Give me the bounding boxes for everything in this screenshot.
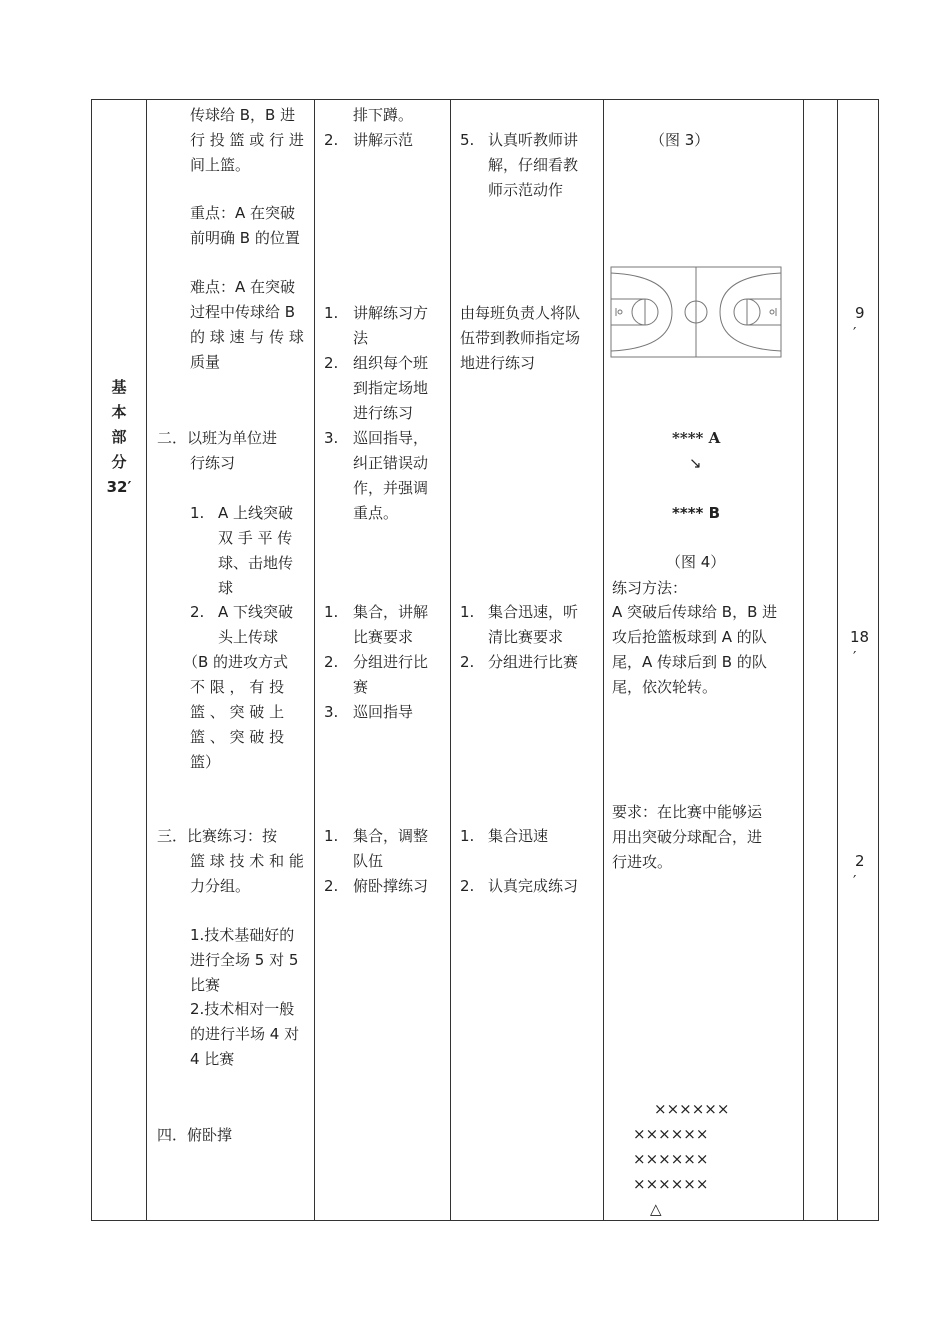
col-border-4 [603,99,604,1221]
basketball-court-diagram [610,266,782,358]
teacher-text-line: 巡回指导， [353,429,429,447]
content-text-line: 球 [218,579,234,597]
organization-text-line: （图 4） [666,553,726,571]
teacher-text-line: 1. [324,304,339,322]
content-text-line: 的 球 速 与 传 球 [190,328,304,346]
content-text-line: 二．以班为单位进 [157,429,278,447]
organization-text-line: A 突破后传球给 B，B 进 [612,603,778,621]
student-text-line: 清比赛要求 [488,628,564,646]
teacher-text-line: 2. [324,354,339,372]
content-text-line: 比赛 [190,976,221,994]
organization-text-line: ×××××× [633,1125,709,1143]
section-label [92,375,146,500]
col-border-0 [91,99,92,1221]
teacher-text-line: 俯卧撑练习 [353,877,429,895]
content-text-line: 1. [190,504,205,522]
organization-text-line: ×××××× [633,1175,709,1193]
student-text-line: 分组进行比赛 [488,653,579,671]
teacher-text-line: 重点。 [353,504,399,522]
teacher-text-line: 2. [324,877,339,895]
content-text-line: 篮 、 突 破 上 [190,703,285,721]
content-text-line: 篮） [190,753,221,771]
organization-text-line: （图 3） [650,131,710,149]
col-border-2 [314,99,315,1221]
student-text-line: 集合迅速，听 [488,603,579,621]
teacher-text-line: 组织每个班 [353,354,429,372]
content-text-line: 三．比赛练习：按 [157,827,278,845]
table-bottom-border [91,1220,879,1221]
student-text-line: 1. [460,603,475,621]
teacher-text-line: 排下蹲。 [353,106,414,124]
content-text-line: 行 投 篮 或 行 进 [190,131,304,149]
content-text-line: A 下线突破 [218,603,294,621]
section-label-char: 本 [111,403,127,421]
organization-text-line: ↘ [689,454,702,472]
content-text-line: 行练习 [190,454,236,472]
time-text: ′ [853,872,857,890]
student-text-line: 认真完成练习 [488,877,579,895]
content-text-line: 头上传球 [218,628,279,646]
section-label-char: 部 [111,428,127,446]
student-text-line: 2. [460,653,475,671]
student-text-line: 2. [460,877,475,895]
content-text-line: 球、击地传 [218,554,294,572]
content-text-line: 篮 球 技 术 和 能 [190,852,304,870]
content-text-line: 1.技术基础好的 [190,926,295,944]
content-text-line: 篮 、 突 破 投 [190,728,285,746]
student-text-line: 认真听教师讲 [488,131,579,149]
student-text-line: 伍带到教师指定场 [460,329,581,347]
organization-text-line: 尾，依次轮转。 [612,678,718,696]
teacher-text-line: 分组进行比 [353,653,429,671]
section-label-duration: 32′ [106,478,132,496]
time-text: ′ [853,648,857,666]
student-text-line: 解，仔细看教 [488,156,579,174]
teacher-text-line: 2. [324,653,339,671]
teacher-text-line: 讲解练习方 [353,304,429,322]
organization-text-line: **** B [672,504,721,522]
time-text: 2 [855,852,865,870]
organization-text-line: 要求：在比赛中能够运 [612,803,763,821]
content-text-line: 双 手 平 传 [218,529,293,547]
content-text-line: 过程中传球给 B [190,303,296,321]
time-text: ′ [853,324,857,342]
content-text-line: 传球给 B，B 进 [190,106,296,124]
content-text-line: 力分组。 [190,877,251,895]
section-label-char: 分 [111,453,127,471]
col-border-5 [803,99,804,1221]
time-text: 18 [850,628,870,646]
organization-text-line: ×××××× [654,1100,730,1118]
organization-text-line: 尾，A 传球后到 B 的队 [612,653,767,671]
organization-text-line: 攻后抢篮板球到 A 的队 [612,628,767,646]
teacher-text-line: 3. [324,703,339,721]
teacher-text-line: 3. [324,429,339,447]
teacher-text-line: 集合，讲解 [353,603,429,621]
organization-text-line: 用出突破分球配合，进 [612,828,763,846]
teacher-text-line: 1. [324,603,339,621]
student-text-line: 1. [460,827,475,845]
organization-text-line: 练习方法： [612,579,688,597]
content-text-line: 4 比赛 [190,1050,235,1068]
student-text-line: 师示范动作 [488,181,564,199]
teacher-text-line: 集合，调整 [353,827,429,845]
student-text-line: 集合迅速 [488,827,549,845]
organization-text-line: ×××××× [633,1150,709,1168]
col-border-3 [450,99,451,1221]
student-text-line: 由每班负责人将队 [460,304,581,322]
content-text-line: （B 的进攻方式 [183,653,289,671]
teacher-text-line: 进行练习 [353,404,414,422]
teacher-text-line: 2. [324,131,339,149]
organization-text-line: 行进攻。 [612,853,673,871]
content-text-line: 前明确 B 的位置 [190,229,300,247]
col-border-1 [146,99,147,1221]
table-top-border [91,99,879,100]
teacher-text-line: 1. [324,827,339,845]
col-border-6 [837,99,838,1221]
content-text-line: 进行全场 5 对 5 [190,951,299,969]
content-text-line: A 上线突破 [218,504,294,522]
teacher-text-line: 比赛要求 [353,628,414,646]
content-text-line: 四．俯卧撑 [157,1126,233,1144]
content-text-line: 的进行半场 4 对 [190,1025,300,1043]
teacher-text-line: 讲解示范 [353,131,414,149]
teacher-text-line: 队伍 [353,852,384,870]
section-label-char: 基 [111,378,127,396]
organization-text-line: **** A [672,429,721,447]
teacher-text-line: 赛 [353,678,369,696]
content-text-line: 难点：A 在突破 [190,278,296,296]
student-text-line: 地进行练习 [460,354,536,372]
student-text-line: 5. [460,131,475,149]
teacher-text-line: 巡回指导 [353,703,414,721]
time-text: 9 [855,304,865,322]
content-text-line: 间上篮。 [190,156,251,174]
content-text-line: 2.技术相对一般 [190,1000,295,1018]
content-text-line: 不 限 ， 有 投 [190,678,285,696]
teacher-text-line: 作，并强调 [353,479,429,497]
content-text-line: 质量 [190,353,221,371]
col-border-7 [878,99,879,1221]
teacher-text-line: 纠正错误动 [353,454,429,472]
teacher-text-line: 法 [353,329,369,347]
teacher-text-line: 到指定场地 [353,379,429,397]
organization-text-line: △ [650,1200,662,1218]
content-text-line: 2. [190,603,205,621]
content-text-line: 重点：A 在突破 [190,204,296,222]
